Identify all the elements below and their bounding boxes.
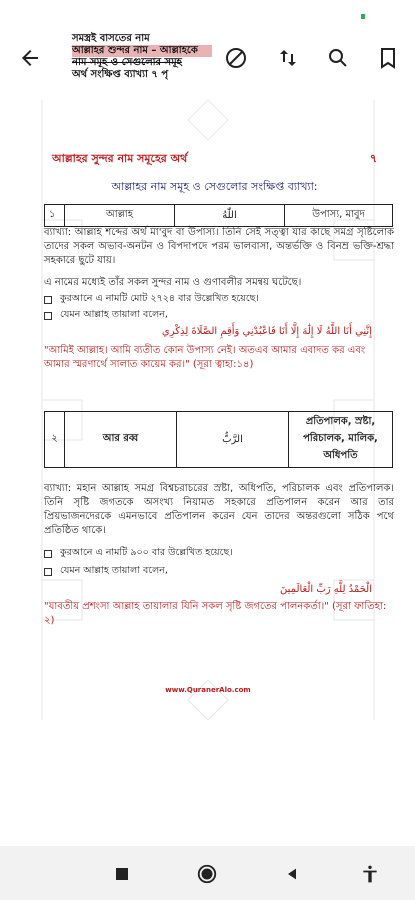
title-line: আল্লাহর শুন্দর নাম – আল্লাহকে xyxy=(72,45,212,57)
list-item-text: যেমন আল্লাহ তায়ালা বলেন, xyxy=(60,309,168,320)
footer-website: www.QuranerAlo.com xyxy=(165,686,251,694)
rotate-lock-icon[interactable] xyxy=(216,36,256,80)
arabic-verse: إِنَّنِي أَنَا اللَّهُ لَا إِلَٰهَ إِلَّا أَنَا فَاعْبُدْنِي وَأَقِمِ الصَّلَاةَ لِذِكْرِي xyxy=(161,326,372,337)
document-title xyxy=(72,33,212,81)
explanation-paragraph: ব্যাখ্যা: আল্লাহ শব্দের অর্থ মা'বুদ বা উপাস্য। তিনি সেই সত্ত্বা যার কাছে সমগ্র সৃষ্টিলোক তাদের সকল অভাব-অনটন ও বিপদাপদে পরম ভালবাসা, অন্তর্ভক্তি ও বিনম্র ভক্তি-শ্রদ্ধা সহকারে ছুটে যায়। xyxy=(44,227,394,266)
explanation-paragraph: এ নামের মধ্যেই তাঁর সকল সুন্দর নাম ও গুণাবলীর সমন্বয় ঘটেছে। xyxy=(44,277,302,288)
system-nav-bar xyxy=(0,846,415,900)
square-icon xyxy=(116,868,128,880)
home-button[interactable] xyxy=(193,860,221,888)
entry-meaning: প্রতিপালক, স্রষ্টা, পরিচালক, মালিক, অধিপতি xyxy=(289,412,393,468)
list-item-text: কুরআনে এ নামটি ৯০০ বার উল্লেখিত হয়েছে। xyxy=(60,547,233,558)
translation-quote: "আমিই আল্লাহ। আমি ব্যতীত কোন উপাস্য নেই। অতএব আমার এবাদত কর এবং আমার স্মরণার্থে সালাত কায়েম কর।" (সূরা ত্বাহা:১৪) xyxy=(44,345,366,370)
checkbox-icon xyxy=(44,296,52,304)
explanation-paragraph: ব্যাখ্যা: মহান আল্লাহ সমগ্র বিশ্বচরাচরের স্রষ্টা, অধিপতি, পরিচালক এবং প্রতিপালক। তিনি সৃষ্টি জগতকে অসংখ্য নিয়ামত সহকারে প্রতিপালন করেন আর তার প্রিয়ভাজনদেরকে এমনভাবে প্রতিপালন করেন যেন তাদের অন্তরগুলো সঠিক পথে প্রতিষ্ঠিত থাকে। xyxy=(44,483,394,536)
entry-arabic: اللّٰهُ xyxy=(175,205,285,227)
header-title: আল্লাহর সুন্দর নাম সমূহের অর্থ xyxy=(52,152,188,165)
status-indicator-dot xyxy=(361,14,365,19)
section-subtitle: আল্লাহর নাম সমূহ ও সেগুলোর সংক্ষিপ্ত ব্যাখ্যা: xyxy=(111,180,318,193)
page-number: ৭ xyxy=(369,152,377,165)
page-header xyxy=(52,150,377,164)
accessibility-button[interactable] xyxy=(356,860,384,888)
list-item xyxy=(44,546,233,561)
entry-arabic: الرَّبُّ xyxy=(177,412,289,468)
translation-quote: "যাবতীয় প্রশংসা আল্লাহ তায়ালার যিনি সকল সৃষ্টি জগতের পালনকর্তা।" (সূরা ফাতিহা: ২) xyxy=(44,601,387,626)
toolbar xyxy=(0,24,415,94)
list-item xyxy=(44,564,168,579)
book-page xyxy=(22,100,394,720)
list-item xyxy=(44,292,259,307)
back-triangle-icon xyxy=(284,866,300,882)
accessibility-icon xyxy=(360,864,380,884)
back-button[interactable] xyxy=(278,860,306,888)
title-line: অর্থ সংক্ষিপ্ত ব্যাখ্যা ৭ পৃ xyxy=(72,69,169,80)
name-table-1 xyxy=(44,204,393,227)
recent-apps-button[interactable] xyxy=(108,860,136,888)
home-circle-icon xyxy=(196,863,218,885)
checkbox-icon xyxy=(44,312,52,320)
entry-number: ১ xyxy=(45,205,65,227)
entry-name: আর রব্ব xyxy=(65,412,177,468)
checkbox-icon xyxy=(44,550,52,558)
entry-name: আল্লাহ xyxy=(65,205,175,227)
title-line: সমস্ত্রই বাসতের নাম xyxy=(72,33,150,44)
entry-meaning: উপাস্য, মাবুদ xyxy=(285,205,393,227)
name-table-2 xyxy=(44,411,393,468)
title-line: নাম সমূহ ও সেগুলোর সমূহ xyxy=(72,57,182,68)
list-item-text: যেমন আল্লাহ তায়ালা বলেন, xyxy=(60,565,168,576)
entry-number: ২ xyxy=(45,412,65,468)
status-bar xyxy=(0,0,415,24)
list-item-text: কুরআনে এ নামটি মোট ২৭২৪ বার উল্লেখিত হয়েছে। xyxy=(60,293,259,304)
arabic-verse: الْحَمْدُ لِلَّهِ رَبِّ الْعَالَمِينَ xyxy=(280,584,372,595)
list-item xyxy=(44,308,168,323)
bookmark-icon[interactable] xyxy=(368,36,408,80)
search-icon[interactable] xyxy=(318,36,358,80)
checkbox-icon xyxy=(44,568,52,576)
swap-vertical-icon[interactable] xyxy=(268,36,308,80)
back-arrow-icon[interactable] xyxy=(10,36,50,80)
